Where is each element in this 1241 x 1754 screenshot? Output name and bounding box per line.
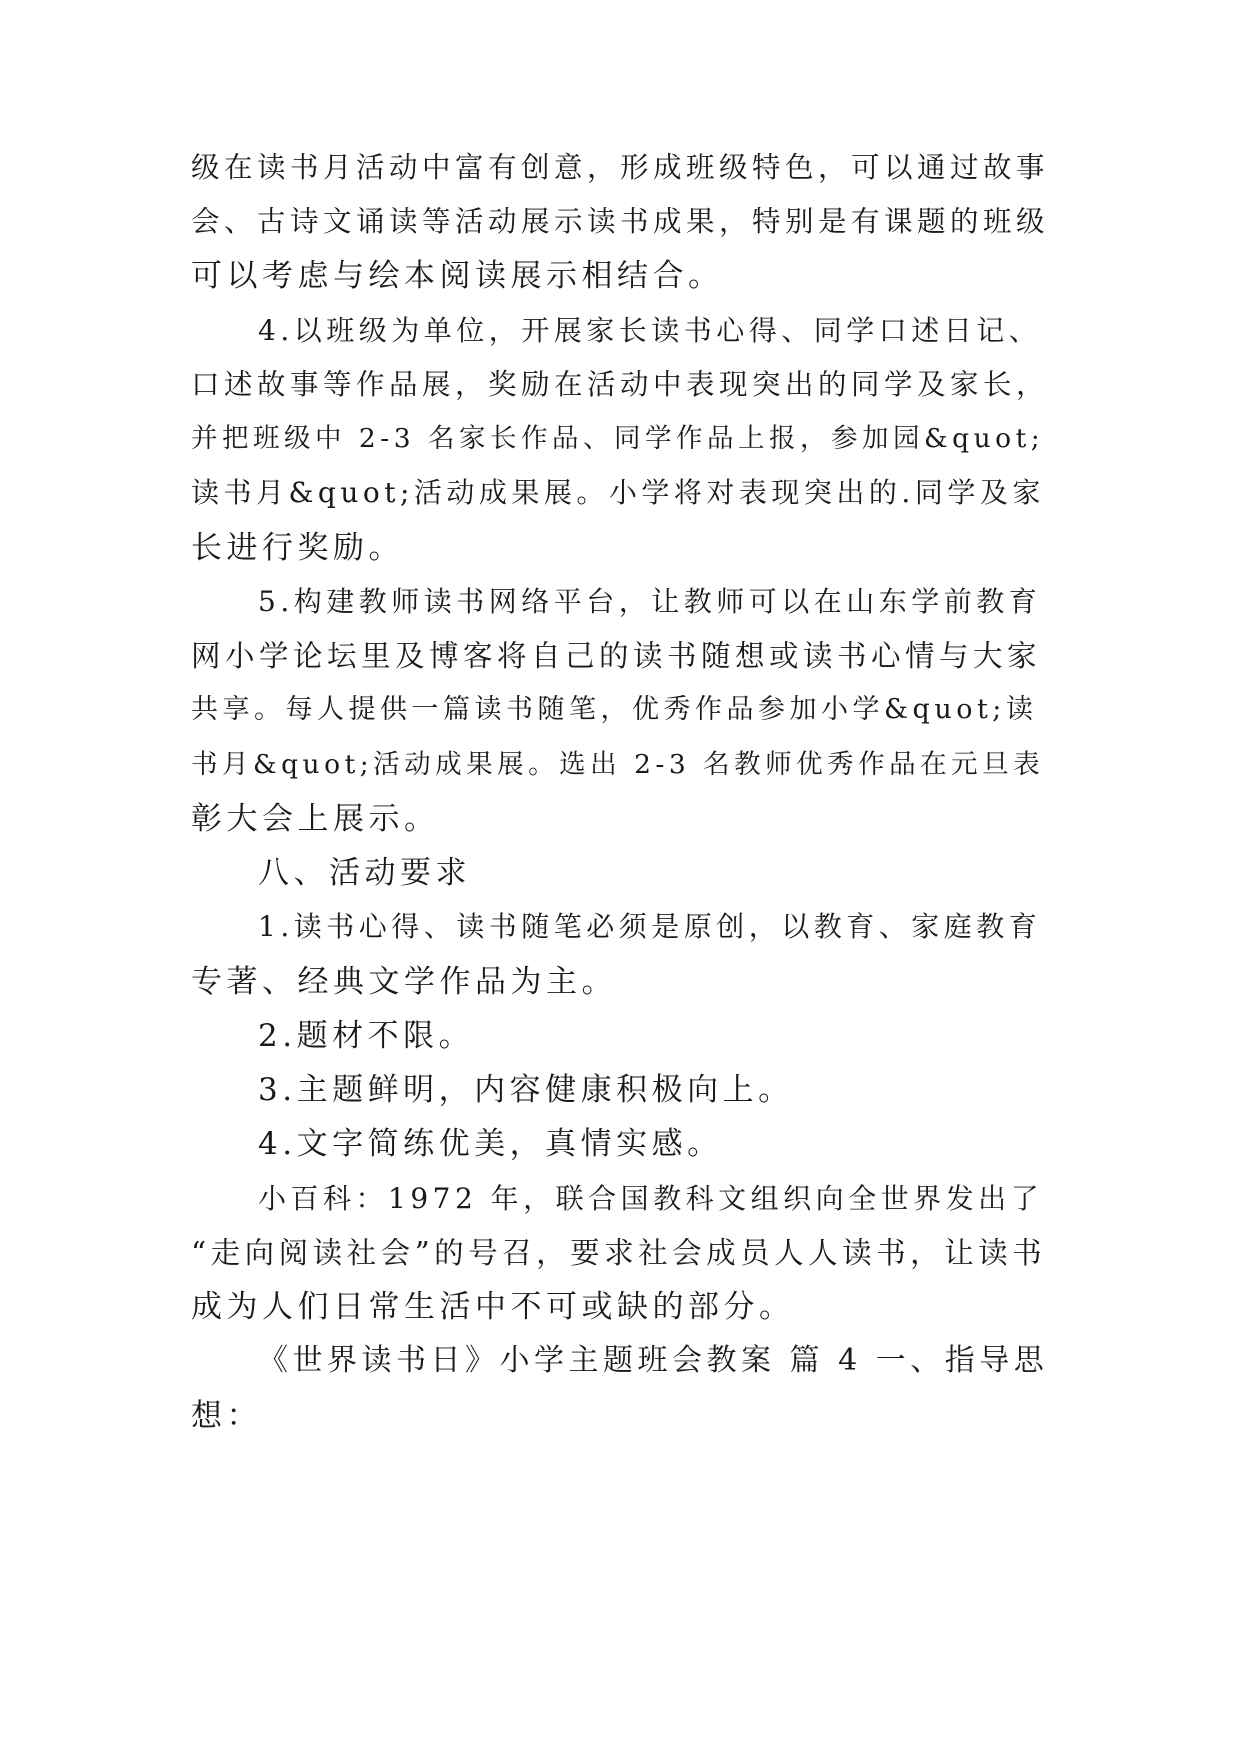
text-line: “走向阅读社会”的号召，要求社会成员人人读书，让读书	[191, 1236, 1047, 1270]
section-heading: 八、活动要求	[258, 855, 471, 891]
text-line: 成为人们日常生活中不可或缺的部分。	[191, 1289, 795, 1325]
text-line: 会、古诗文诵读等活动展示读书成果，特别是有课题的班级	[191, 205, 1050, 238]
text-line: 1.读书心得、读书随笔必须是原创，以教育、家庭教育	[258, 910, 1042, 943]
text-line: 口述故事等作品展，奖励在活动中表现突出的同学及家长，	[191, 368, 1050, 401]
text-line: 级在读书月活动中富有创意，形成班级特色，可以通过故事	[191, 151, 1050, 184]
text-line: 共享。每人提供一篇读书随笔，优秀作品参加小学&quot;读	[191, 694, 1038, 725]
text-line: 并把班级中 2-3 名家长作品、同学作品上报，参加园&quot;	[191, 423, 1045, 454]
text-line: 书月&quot;活动成果展。选出 2-3 名教师优秀作品在元旦表	[191, 749, 1045, 780]
text-line: 可以考虑与绘本阅读展示相结合。	[191, 258, 724, 294]
text-line: 读书月&quot;活动成果展。小学将对表现突出的.同学及家	[191, 476, 1045, 509]
text-line: 5.构建教师读书网络平台，让教师可以在山东学前教育	[258, 585, 1042, 618]
text-line: 4.文字简练优美，真情实感。	[258, 1126, 723, 1162]
text-line: 4.以班级为单位，开展家长读书心得、同学口述日记、	[258, 314, 1042, 347]
text-line: 彰大会上展示。	[191, 801, 440, 837]
text-line: 长进行奖励。	[191, 530, 404, 566]
text-line: 小百科：1972 年，联合国教科文组织向全世界发出了	[258, 1182, 1044, 1215]
text-line: 想：	[191, 1398, 262, 1434]
text-line: 《世界读书日》小学主题班会教案 篇 4 一、指导思	[258, 1343, 1049, 1378]
text-line: 3.主题鲜明，内容健康积极向上。	[258, 1072, 794, 1108]
text-line: 专著、经典文学作品为主。	[191, 964, 617, 1000]
text-line: 网小学论坛里及博客将自己的读书随想或读书心情与大家	[191, 639, 1042, 673]
text-line: 2.题材不限。	[258, 1018, 475, 1054]
